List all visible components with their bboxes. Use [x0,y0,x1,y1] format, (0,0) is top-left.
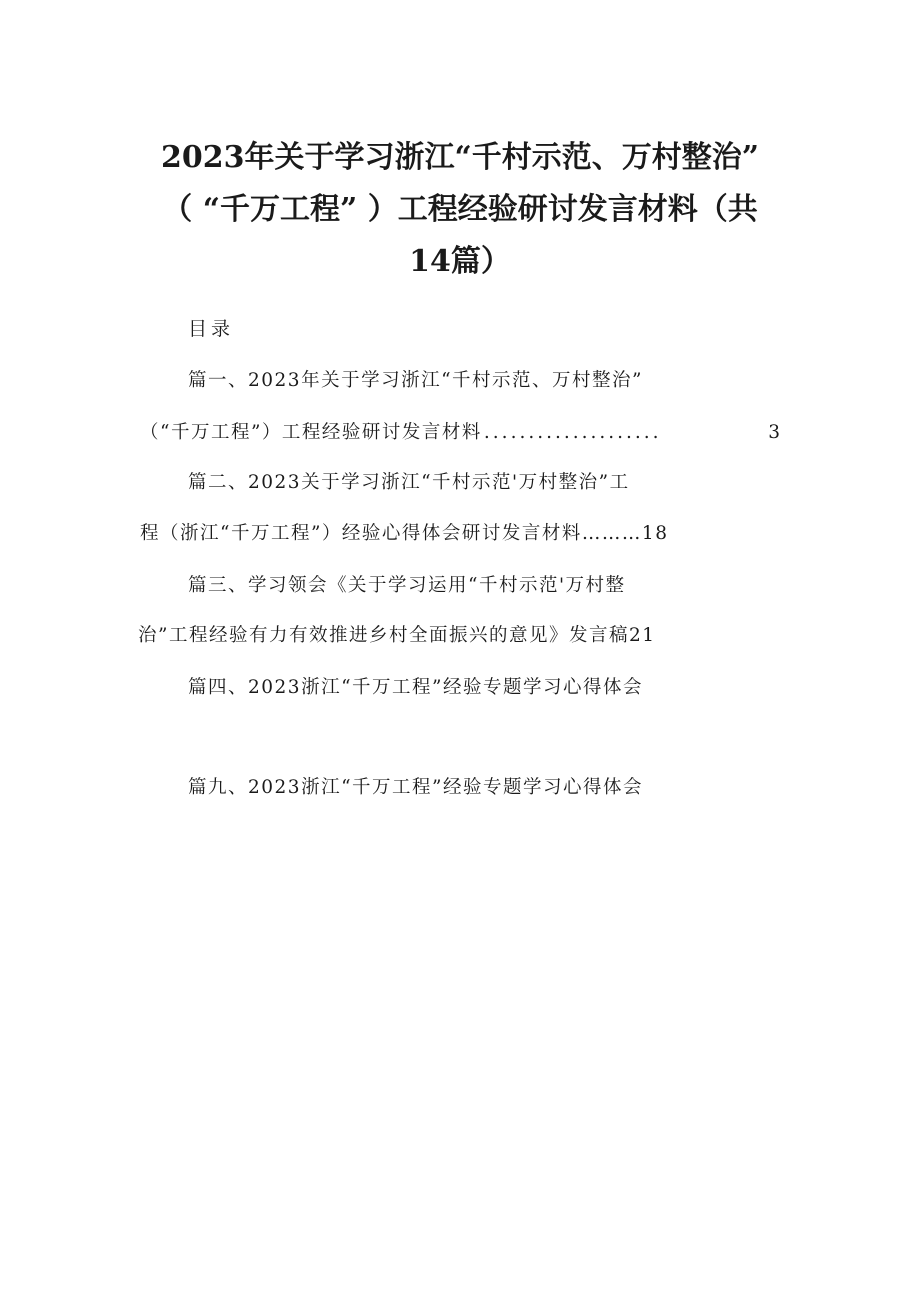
toc-entry-1-page: 3 [768,422,780,443]
toc-entry-1-line-2[interactable] [140,419,780,447]
title-line-2: （ “千万工程” ）工程经验研讨发言材料（共 [162,192,758,227]
toc-entry-2-line-2[interactable]: 程（浙江“千万工程”）经验心得体会研讨发言材料………18 [140,523,669,544]
toc-heading: 目录 [188,318,235,340]
toc-entry-1-leader: .................... [483,422,662,443]
document-title [130,132,790,288]
toc-entry-3-line-2[interactable]: 治”工程经验有力有效推进乡村全面振兴的意见》发言稿21 [138,625,656,646]
title-line-1: 2023年关于学习浙江“千村示范、万村整治” [160,140,759,175]
toc-entry-4-line-1[interactable]: 篇四、2023浙江“千万工程”经验专题学习心得体会 [188,677,643,698]
toc-entry-1-text: （“千万工程”）工程经验研讨发言材料 [140,422,482,443]
toc-entry-3-line-1[interactable]: 篇三、学习领会《关于学习运用“千村示范'万村整 [188,575,626,596]
toc-entry-2-line-1[interactable]: 篇二、2023关于学习浙江“千村示范'万村整治”工 [188,472,630,493]
toc-entry-1-line-1[interactable]: 篇一、2023年关于学习浙江“千村示范、万村整治” [188,370,643,391]
toc-entry-5-line-1[interactable]: 篇九、2023浙江“千万工程”经验专题学习心得体会 [188,777,643,798]
title-line-3: 14篇） [409,244,511,279]
